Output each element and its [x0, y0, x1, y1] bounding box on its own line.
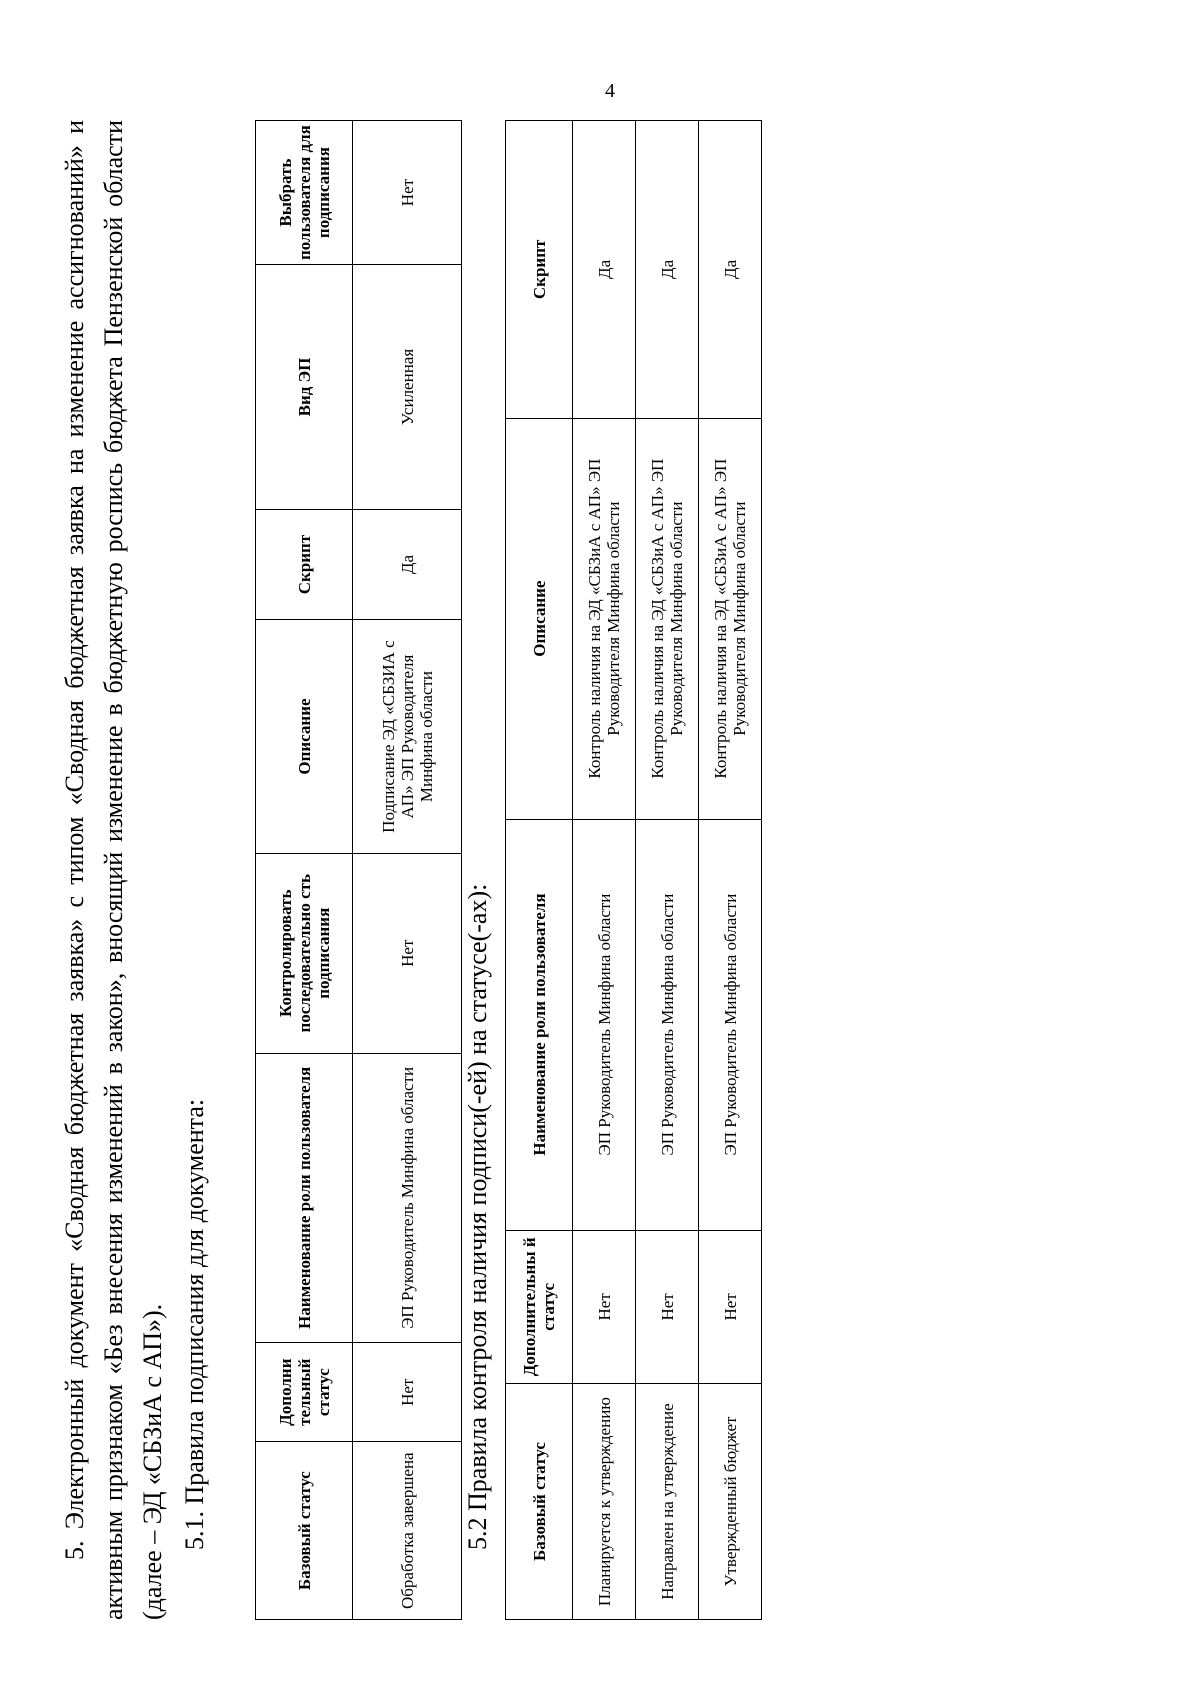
table-cell: Нет — [699, 1230, 762, 1384]
page-number: 4 — [605, 80, 615, 102]
table-cell: Нет — [353, 853, 462, 1053]
header-cell: Описание — [506, 418, 573, 819]
header-cell: Выбрать пользователя для подписания — [256, 121, 353, 265]
header-cell: Дополни тельный статус — [256, 1343, 353, 1442]
header-cell: Скрипт — [256, 509, 353, 620]
table-cell: Усиленная — [353, 265, 462, 510]
table-cell: Направлен на утверждение — [636, 1384, 699, 1620]
header-cell: Наименование роли пользователя — [506, 819, 573, 1230]
intro-paragraph: 5. Электронный документ «Сводная бюджетная заявка» с типом «Сводная бюджетная заявка на изменение ассигнований» и активным признаком «Без внесения изменений в закон», вносящий изменение в бюджетную роспись бюджета Пензенской области (далее – ЭД «СБЗиА с АП»). — [60, 120, 167, 1620]
table-cell: Да — [699, 121, 762, 419]
table-cell: Да — [573, 121, 636, 419]
header-cell: Вид ЭП — [256, 265, 353, 510]
table-header-row — [506, 121, 573, 1620]
table-header-row — [256, 121, 353, 1620]
section-heading-5-1: 5.1. Правила подписания для документа: — [180, 1098, 209, 1550]
table-cell: Нет — [353, 121, 462, 265]
header-cell: Наименование роли пользователя — [256, 1053, 353, 1342]
table-cell: Подписание ЭД «СБЗИА с АП» ЭП Руководителя Минфина области — [353, 620, 462, 853]
header-cell: Контролировать последовательно сть подписания — [256, 853, 353, 1053]
header-cell: Базовый статус — [256, 1442, 353, 1620]
table-row — [636, 121, 699, 1620]
table-cell: ЭП Руководитель Минфина области — [573, 819, 636, 1230]
table-row — [699, 121, 762, 1620]
header-cell: Описание — [256, 620, 353, 853]
table-cell: Нет — [573, 1230, 636, 1384]
table-cell: Нет — [636, 1230, 699, 1384]
section-heading-5-2: 5.2 Правила контроля наличия подписи(-ей) на статусе(-ах): — [463, 883, 492, 1550]
signing-rules-table — [255, 120, 462, 1620]
table-cell: Да — [353, 509, 462, 620]
table-cell: Планируется к утверждению — [573, 1384, 636, 1620]
header-cell: Дополнительны й статус — [506, 1230, 573, 1384]
header-cell: Скрипт — [506, 121, 573, 419]
table-row — [353, 121, 462, 1620]
header-cell: Базовый статус — [506, 1384, 573, 1620]
table-cell: Контроль наличия на ЭД «СБЗиА с АП» ЭП Руководителя Минфина области — [699, 418, 762, 819]
table-cell: Утвержденный бюджет — [699, 1384, 762, 1620]
table-cell: Контроль наличия на ЭД «СБЗиА с АП» ЭП Руководителя Минфина области — [573, 418, 636, 819]
table-cell: ЭП Руководитель Минфина области — [636, 819, 699, 1230]
signature-control-table — [505, 120, 762, 1620]
table-cell: Контроль наличия на ЭД «СБЗиА с АП» ЭП Руководителя Минфина области — [636, 418, 699, 819]
table-cell: ЭП Руководитель Минфина области — [353, 1053, 462, 1342]
rotated-page-content — [55, 100, 775, 1620]
table-cell: Да — [636, 121, 699, 419]
table-cell: ЭП Руководитель Минфина области — [699, 819, 762, 1230]
table-cell: Обработка завершена — [353, 1442, 462, 1620]
table-cell: Нет — [353, 1343, 462, 1442]
table-row — [573, 121, 636, 1620]
